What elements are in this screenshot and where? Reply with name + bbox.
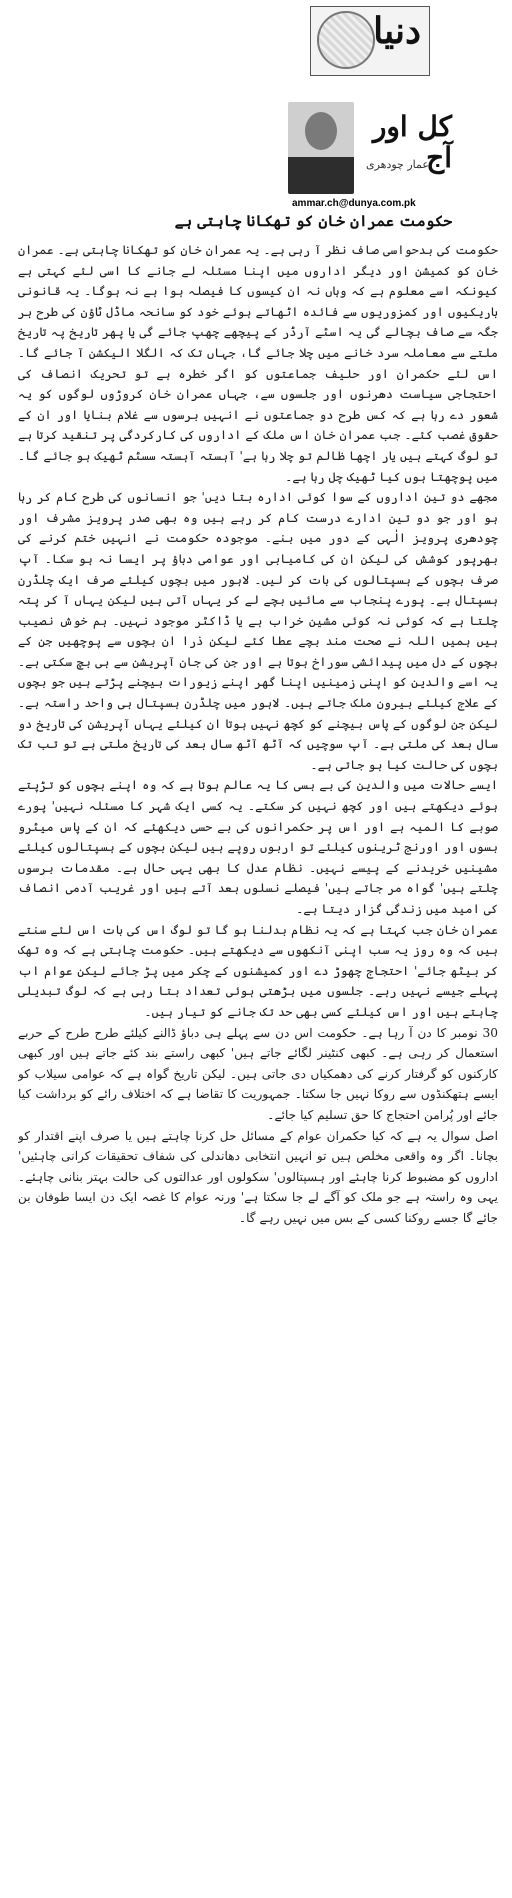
- author-photo: [288, 102, 354, 194]
- author-photo-head: [305, 112, 337, 150]
- article-headline: حکومت عمران خان کو تھکانا چاہتی ہے: [174, 212, 452, 230]
- columnist-header: [288, 102, 452, 212]
- article-paragraph: عمران خان جب کہتا ہے کہ یہ نظام بدلنا ہو گا تو لوگ اس کی بات اس لئے سنتے ہیں کہ وہ روز یہ سب اپنی آنکھوں سے دیکھتے ہیں۔ حکومت چاہتی ہے کہ وہ تھک کر بیٹھ جائے' احتجاج چھوڑ دے اور کمیشنوں کے چکر میں پڑ جائے لیکن عوام اب پہلے جیسے نہیں رہے۔ جلسوں میں بڑھتی ہوئی تعداد بتا رہی ہے کہ لوگ تبدیلی چاہتے ہیں اور اس کیلئے کسی بھی حد تک جانے کو تیار ہیں۔: [18, 922, 498, 1019]
- article-paragraph: ایسے حالات میں والدین کی بے بسی کا یہ عالم ہوتا ہے کہ وہ اپنے بچوں کو تڑپتے ہوئے دیکھتے ہیں اور کچھ نہیں کر سکتے۔ یہ کسی ایک شہر کا مسئلہ نہیں' پورے صوبے کا المیہ ہے اور اس پر حکمرانوں کی بے حسی دیکھئے کہ ان کے پاس میٹرو بسوں اور اورنج ٹرینوں کیلئے تو اربوں روپے ہیں لیکن بچوں کے ہسپتالوں کیلئے مشینیں خریدنے کے پیسے نہیں۔ نظام عدل کا بھی یہی حال ہے۔ مقدمات برسوں چلتے ہیں' گواہ مر جاتے ہیں' فیصلے نسلوں بعد آتے ہیں اور غریب آدمی انصاف کی امید میں زندگی گزار دیتا ہے۔: [18, 778, 498, 916]
- article-paragraph: اصل سوال یہ ہے کہ کیا حکمران عوام کے مسائل حل کرنا چاہتے ہیں یا صرف اپنے اقتدار کو بچانا۔ اگر وہ واقعی مخلص ہیں تو انہیں انتخابی دھاندلی کی شفاف تحقیقات کرانی چاہئیں' اداروں کو مضبوط کرنا چاہئے اور ہسپتالوں' سکولوں اور عدالتوں کی حالت بہتر بنانی چاہئے۔ یہی وہ راستہ ہے جو ملک کو آگے لے جا سکتا ہے' ورنہ عوام کا غصہ ایک دن ایسا طوفان بن جائے گا جسے روکنا کسی کے بس میں نہیں رہے گا۔: [18, 1128, 498, 1225]
- article-body: [18, 240, 498, 1890]
- author-name: عمار چودھری: [366, 158, 429, 171]
- newspaper-masthead: [310, 6, 430, 76]
- column-title: کل اور آج: [372, 110, 452, 174]
- masthead-brand: دنیا: [373, 10, 421, 52]
- globe-logo-icon: [317, 11, 375, 69]
- article-paragraph: مجھے دو تین اداروں کے سوا کوئی ادارہ بتا دیں' جو انسانوں کی طرح کام کر رہا ہو اور جو دو تین ادارے درست کام کر رہے ہیں وہ بھی صدر پرویز مشرف اور چودھری پرویز الٰہی کے دور میں بنے۔ موجودہ حکومت نے انہیں ختم کرنے کی بھرپور کوشش کی لیکن ان کی کامیابی اور عوامی دباؤ پر ایسا نہ ہو سکا۔ آپ صرف بچوں کے ہسپتالوں کی بات کر لیں۔ لاہور میں بچوں کیلئے صرف ایک چلڈرن ہسپتال ہے۔ پورے پنجاب سے مائیں بچے لے کر یہاں آتی ہیں لیکن یہاں آ کر پتہ چلتا ہے کہ کوئی نہ کوئی مشین خراب ہے یا ڈاکٹر موجود نہیں۔ ہم خوش نصیب ہیں ہمیں اللہ نے صحت مند بچے عطا کئے لیکن ذرا ان بچوں سے پوچھیں جن کے بچوں کے دل میں پیدائشی سوراخ ہوتا ہے اور جن کی جان آپریشن سے ہی بچ سکتی ہے۔ یہ اسے والدین کو اپنی زمینیں اپنا گھر اپنے زیورات بیچنے پڑتے ہیں جو بچوں کے علاج کیلئے بیرون ملک جاتے ہیں۔ لاہور میں چلڈرن ہسپتال ہی واحد راستہ ہے۔ لیکن جن لوگوں کے پاس بیچنے کو کچھ نہیں ہوتا ان کیلئے یہاں آپریشن کی تاریخ دو سال بعد کی ملتی ہے۔ آپ سوچیں کہ آٹھ آٹھ سال بعد کی تاریخ ملتی ہے تو تب تک بچوں کی حالت کیا ہو جاتی ہے۔: [18, 490, 498, 772]
- article-paragraph: حکومت کی بدحواسی صاف نظر آ رہی ہے۔ یہ عمران خان کو تھکانا چاہتی ہے۔ عمران خان کو کمیشن اور دیگر اداروں میں اپنا مسئلہ لے جانے کا اسی لئے کہتی ہے کیونکہ اسے معلوم ہے کہ وہاں نہ ان کیسوں کا فیصلہ ہوا ہے نہ ہوگا۔ یہ قانونی باریکیوں اور کمزوریوں سے فائدہ اٹھاتے ہوئے خود کو سانحہ ماڈل ٹاؤن کی طرح ہر جگہ سے صاف بچالے گی یہ اسٹے آرڈر کے پیچھے چھپ جائے گی یا پھر تاریخ پہ تاریخ ملتے سے معاملہ سرد خانے میں چلا جائے گا، جہاں تک کہ الگلا الیکشن آ جائے گا۔ اس لئے حکمران اور حلیف جماعتوں کو اگر خطرہ ہے تو تحریک انصاف کی احتجاجی سیاست دھرنوں اور جلسوں سے، جہاں عمران خان کروڑوں لوگوں کو یہ شعور دے رہا ہے کہ کس طرح دو جماعتوں نے انہیں برسوں سے غلام بنایا اور ان کے حقوق غصب کئے۔ جب عمران خان اس ملک کے اداروں کی کارکردگی پر تنقید کرتا ہے تو لوگ کہتے ہیں یار اچھا ظالم تو چلا رہا ہے' آہستہ آہستہ سسٹم ٹھیک ہو جائے گا۔ میں پوچھتا ہوں کیا ٹھیک چل رہا ہے۔: [18, 243, 498, 484]
- article-paragraph: 30 نومبر کا دن آ رہا ہے۔ حکومت اس دن سے پہلے ہی دباؤ ڈالنے کیلئے طرح طرح کے حربے استعمال کر رہی ہے۔ کبھی کنٹینر لگائے جاتے ہیں' کبھی راستے بند کئے جاتے ہیں اور کبھی کارکنوں کو گرفتار کرنے کی دھمکیاں دی جاتی ہیں۔ لیکن تاریخ گواہ ہے کہ عوامی سیلاب کو ایسے ہتھکنڈوں سے روکا نہیں جا سکتا۔ جمہوریت کا تقاضا ہے کہ اختلاف رائے کو برداشت کیا جائے اور پُرامن احتجاج کا حق تسلیم کیا جائے۔: [18, 1025, 498, 1122]
- author-email: ammar.ch@dunya.com.pk: [292, 198, 416, 209]
